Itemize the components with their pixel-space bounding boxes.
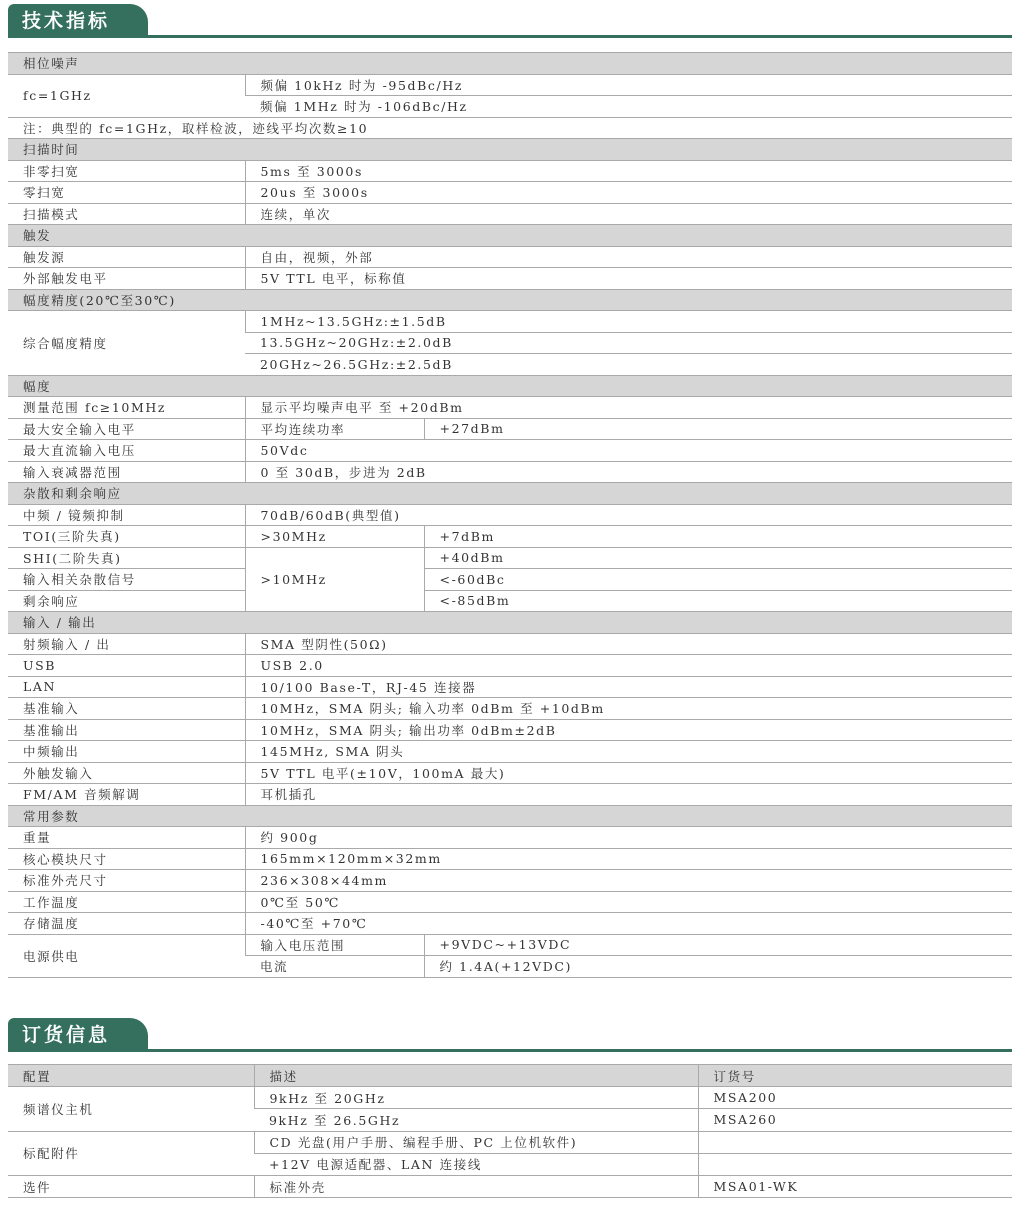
row-desc: CD 光盘(用户手册、编程手册、PC 上位机软件): [254, 1131, 698, 1153]
category-header: 杂散和剩余响应: [8, 483, 1012, 505]
row-label: 核心模块尺寸: [8, 848, 245, 870]
row-condition: 输入电压范围: [245, 934, 424, 956]
row-desc: 9kHz 至 26.5GHz: [254, 1109, 698, 1131]
row-label: 标配附件: [8, 1131, 254, 1175]
row-value: 约 900g: [245, 827, 1012, 849]
row-label: 标准外壳尺寸: [8, 870, 245, 892]
order-section-header: [8, 1018, 1012, 1052]
row-value: 5V TTL 电平(±10V，100mA 最大): [245, 762, 1012, 784]
row-label: USB: [8, 655, 245, 677]
row-value: SMA 型阴性(50Ω): [245, 633, 1012, 655]
spec-section-title: 技术指标: [8, 4, 148, 38]
row-desc: 9kHz 至 20GHz: [254, 1087, 698, 1109]
row-label: 基准输入: [8, 698, 245, 720]
section-rule: [8, 1049, 1012, 1052]
row-value: 5ms 至 3000s: [245, 160, 1012, 182]
row-value: 频偏 10kHz 时为 -95dBc/Hz: [245, 74, 1012, 96]
row-label: 零扫宽: [8, 182, 245, 204]
row-label: 触发源: [8, 246, 245, 268]
row-label: 存储温度: [8, 913, 245, 935]
row-condition: 电流: [245, 956, 424, 978]
row-value: 自由，视频，外部: [245, 246, 1012, 268]
row-value: 20us 至 3000s: [245, 182, 1012, 204]
category-header: 常用参数: [8, 805, 1012, 827]
row-value: 显示平均噪声电平 至 +20dBm: [245, 397, 1012, 419]
section-rule: [8, 35, 1012, 38]
row-value: 10/100 Base-T，RJ-45 连接器: [245, 676, 1012, 698]
row-value: +27dBm: [424, 418, 1012, 440]
row-value: 0℃至 50℃: [245, 891, 1012, 913]
row-condition: >10MHz: [245, 547, 424, 612]
row-value: 165mm×120mm×32mm: [245, 848, 1012, 870]
column-header-part: 订货号: [698, 1065, 1012, 1087]
row-label: 外部触发电平: [8, 268, 245, 290]
category-header: 相位噪声: [8, 53, 1012, 75]
category-header: 幅度: [8, 375, 1012, 397]
row-label: 输入相关杂散信号: [8, 569, 245, 591]
row-part: [698, 1153, 1012, 1175]
row-label: 中频输出: [8, 741, 245, 763]
row-value: 20GHz~26.5GHz:±2.5dB: [245, 354, 1012, 376]
row-label: LAN: [8, 676, 245, 698]
row-label: 剩余响应: [8, 590, 245, 612]
row-value: USB 2.0: [245, 655, 1012, 677]
row-label: 频谱仪主机: [8, 1087, 254, 1131]
row-value: 10MHz，SMA 阴头; 输入功率 0dBm 至 +10dBm: [245, 698, 1012, 720]
row-label: FM/AM 音频解调: [8, 784, 245, 806]
row-value: 1MHz~13.5GHz:±1.5dB: [245, 311, 1012, 333]
spec-section-header: [8, 4, 1012, 38]
row-label: 基准输出: [8, 719, 245, 741]
row-value: 145MHz, SMA 阴头: [245, 741, 1012, 763]
row-value: <-60dBc: [424, 569, 1012, 591]
row-desc: 标准外壳: [254, 1175, 698, 1197]
row-part: MSA01-WK: [698, 1175, 1012, 1197]
row-label: 最大直流输入电压: [8, 440, 245, 462]
row-value: +9VDC~+13VDC: [424, 934, 1012, 956]
row-label: TOI(三阶失真): [8, 526, 245, 548]
row-value: 0 至 30dB，步进为 2dB: [245, 461, 1012, 483]
row-label: 工作温度: [8, 891, 245, 913]
row-condition: >30MHz: [245, 526, 424, 548]
column-header-config: 配置: [8, 1065, 254, 1087]
category-header: 触发: [8, 225, 1012, 247]
row-label: 射频输入 / 出: [8, 633, 245, 655]
row-label: 外触发输入: [8, 762, 245, 784]
row-label: 最大安全输入电平: [8, 418, 245, 440]
row-label: 综合幅度精度: [8, 311, 245, 376]
spec-table: [8, 52, 1012, 978]
row-label: 非零扫宽: [8, 160, 245, 182]
column-header-desc: 描述: [254, 1065, 698, 1087]
order-section-title: 订货信息: [8, 1018, 148, 1052]
row-label: 电源供电: [8, 934, 245, 977]
row-value: -40℃至 +70℃: [245, 913, 1012, 935]
row-value: 50Vdc: [245, 440, 1012, 462]
row-value: 约 1.4A(+12VDC): [424, 956, 1012, 978]
row-label: 输入衰减器范围: [8, 461, 245, 483]
row-part: [698, 1131, 1012, 1153]
row-label: fc=1GHz: [8, 74, 245, 117]
row-value: 70dB/60dB(典型值): [245, 504, 1012, 526]
note-text: 注：典型的 fc=1GHz，取样检波，迹线平均次数≥10: [8, 117, 1012, 139]
row-value: 10MHz，SMA 阴头; 输出功率 0dBm±2dB: [245, 719, 1012, 741]
category-header: 扫描时间: [8, 139, 1012, 161]
category-header: 输入 / 输出: [8, 612, 1012, 634]
row-value: 5V TTL 电平，标称值: [245, 268, 1012, 290]
row-label: 测量范围 fc≥10MHz: [8, 397, 245, 419]
row-condition: 平均连续功率: [245, 418, 424, 440]
row-desc: +12V 电源适配器、LAN 连接线: [254, 1153, 698, 1175]
row-value: 236×308×44mm: [245, 870, 1012, 892]
row-label: 重量: [8, 827, 245, 849]
row-part: MSA200: [698, 1087, 1012, 1109]
row-value: 13.5GHz~20GHz:±2.0dB: [245, 332, 1012, 354]
row-label: 扫描模式: [8, 203, 245, 225]
order-table: [8, 1064, 1012, 1198]
row-value: 频偏 1MHz 时为 -106dBc/Hz: [245, 96, 1012, 118]
row-value: +7dBm: [424, 526, 1012, 548]
row-label: 中频 / 镜频抑制: [8, 504, 245, 526]
row-part: MSA260: [698, 1109, 1012, 1131]
row-label: SHI(二阶失真): [8, 547, 245, 569]
row-label: 选件: [8, 1175, 254, 1197]
row-value: 耳机插孔: [245, 784, 1012, 806]
row-value: 连续，单次: [245, 203, 1012, 225]
category-header: 幅度精度(20℃至30℃): [8, 289, 1012, 311]
row-value: <-85dBm: [424, 590, 1012, 612]
row-value: +40dBm: [424, 547, 1012, 569]
